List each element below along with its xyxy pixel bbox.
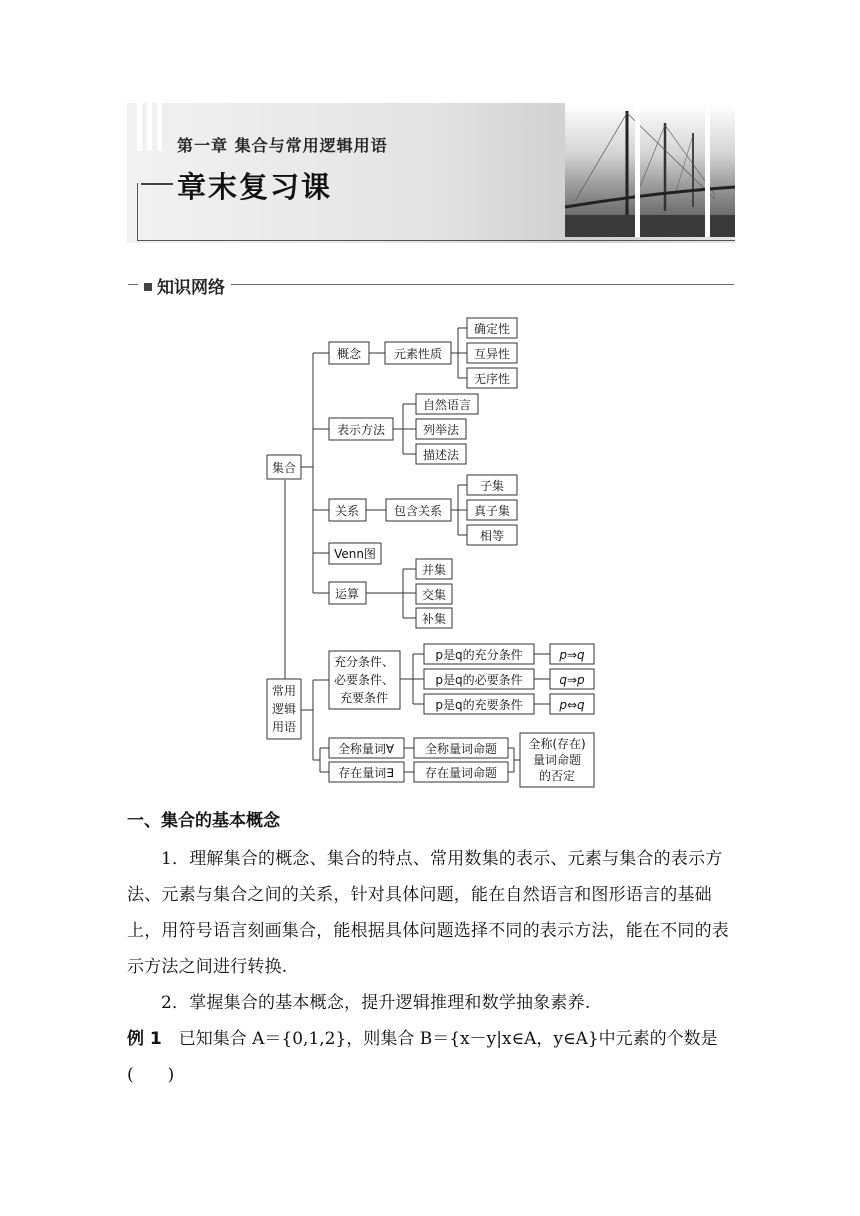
node-sym-3-label: p⇔q <box>559 698 585 712</box>
node-element-props <box>385 342 451 364</box>
example-text: 已知集合 A＝{0,1,2}，则集合 B＝{x－y|x∈A，y∈A}中元素的个数是( ) <box>127 1029 718 1085</box>
node-qprop-2-label: 存在量词命题 <box>424 766 498 780</box>
node-sym-3 <box>550 694 594 714</box>
node-op-3 <box>416 608 452 628</box>
node-cond-2-label: p是q的必要条件 <box>435 673 523 687</box>
node-cond-1-label: p是q的充分条件 <box>435 648 523 662</box>
node-contain <box>386 499 451 521</box>
node-conditions-label: 必要条件、 <box>333 673 395 687</box>
node-op-1-label: 并集 <box>421 563 447 577</box>
node-cond-2 <box>424 669 534 689</box>
node-rel-2-label: 真子集 <box>473 504 511 518</box>
node-relation-label: 关系 <box>334 504 360 518</box>
node-rep-3-label: 描述法 <box>422 448 460 462</box>
node-logic-label: 常用 <box>271 684 297 698</box>
node-qprop-2 <box>414 762 508 782</box>
section-heading-text: 知识网络 <box>157 278 225 298</box>
node-prop-2-label: 互异性 <box>473 347 511 361</box>
node-prop-2 <box>467 343 517 363</box>
node-sym-1-label: p⇒q <box>559 648 585 662</box>
node-sym-2 <box>550 669 594 689</box>
node-concept-label: 概念 <box>336 347 362 361</box>
node-quant-1-label: 全称量词∀ <box>337 742 395 756</box>
example-1 <box>127 1021 737 1093</box>
node-op-2 <box>416 584 452 604</box>
node-qprop-1 <box>414 738 508 758</box>
section-title: 一、集合的基本概念 <box>127 811 280 831</box>
node-quant-2 <box>329 762 404 782</box>
node-rel-1-label: 子集 <box>479 479 505 493</box>
node-quant-1 <box>329 738 404 758</box>
node-relation <box>329 499 366 521</box>
chapter-title: 第一章 集合与常用逻辑用语 <box>177 136 388 155</box>
node-set <box>267 455 301 479</box>
node-rel-2 <box>467 500 517 520</box>
node-rel-3-label: 相等 <box>479 529 505 543</box>
node-rep-1-label: 自然语言 <box>422 398 472 412</box>
node-set-label: 集合 <box>271 461 297 475</box>
node-op-1 <box>416 559 452 579</box>
node-rep-2 <box>416 419 466 439</box>
node-prop-1-label: 确定性 <box>473 322 511 336</box>
node-negation <box>520 733 594 787</box>
paragraph-2: 2．掌握集合的基本概念，提升逻辑推理和数学抽象素养. <box>161 993 591 1013</box>
node-logic-label: 逻辑 <box>271 702 297 716</box>
node-cond-3 <box>424 694 534 714</box>
node-logic-label: 用语 <box>271 720 297 734</box>
node-rep-3 <box>416 444 466 464</box>
node-rep-2-label: 列举法 <box>422 423 460 437</box>
node-negation-label: 全称(存在) <box>528 737 586 751</box>
node-venn-label: Venn图 <box>334 547 376 561</box>
node-represent <box>329 418 393 440</box>
node-negation-label: 量词命题 <box>532 753 582 767</box>
node-logic <box>267 679 301 739</box>
node-conditions <box>329 651 400 709</box>
node-prop-3 <box>467 368 517 388</box>
node-negation-label: 的否定 <box>538 769 576 783</box>
example-label: 例 1 <box>127 1029 162 1049</box>
node-venn <box>329 543 381 564</box>
node-cond-3-label: p是q的充要条件 <box>435 698 523 712</box>
node-ops-label: 运算 <box>334 587 360 601</box>
node-cond-1 <box>424 644 534 664</box>
node-rel-1 <box>467 475 517 495</box>
node-prop-3-label: 无序性 <box>473 372 511 386</box>
node-element-props-label: 元素性质 <box>393 347 443 361</box>
node-sym-1 <box>550 644 594 664</box>
node-rep-1 <box>416 394 478 414</box>
node-contain-label: 包含关系 <box>393 504 443 518</box>
node-op-3-label: 补集 <box>421 612 447 626</box>
node-rel-3 <box>467 525 517 545</box>
node-conditions-label: 充分条件、 <box>333 655 395 669</box>
node-sym-2-label: q⇒p <box>559 673 585 687</box>
node-prop-1 <box>467 318 517 338</box>
node-conditions-label: 充要条件 <box>339 691 389 705</box>
node-concept <box>329 342 369 364</box>
node-ops <box>329 582 366 604</box>
page-title: 章末复习课 <box>177 170 333 204</box>
paragraph-1: 1．理解集合的概念、集合的特点、常用数集的表示、元素与集合的表示方法、元素与集合之间的关系，针对具体问题，能在自然语言和图形语言的基础上，用符号语言刻画集合，能根据具体问题选择不同的表示方法，能在不同的表示方法之间进行转换. <box>127 849 729 977</box>
node-represent-label: 表示方法 <box>336 423 386 437</box>
node-qprop-1-label: 全称量词命题 <box>424 742 498 756</box>
node-op-2-label: 交集 <box>421 588 447 602</box>
node-quant-2-label: 存在量词∃ <box>338 766 394 780</box>
